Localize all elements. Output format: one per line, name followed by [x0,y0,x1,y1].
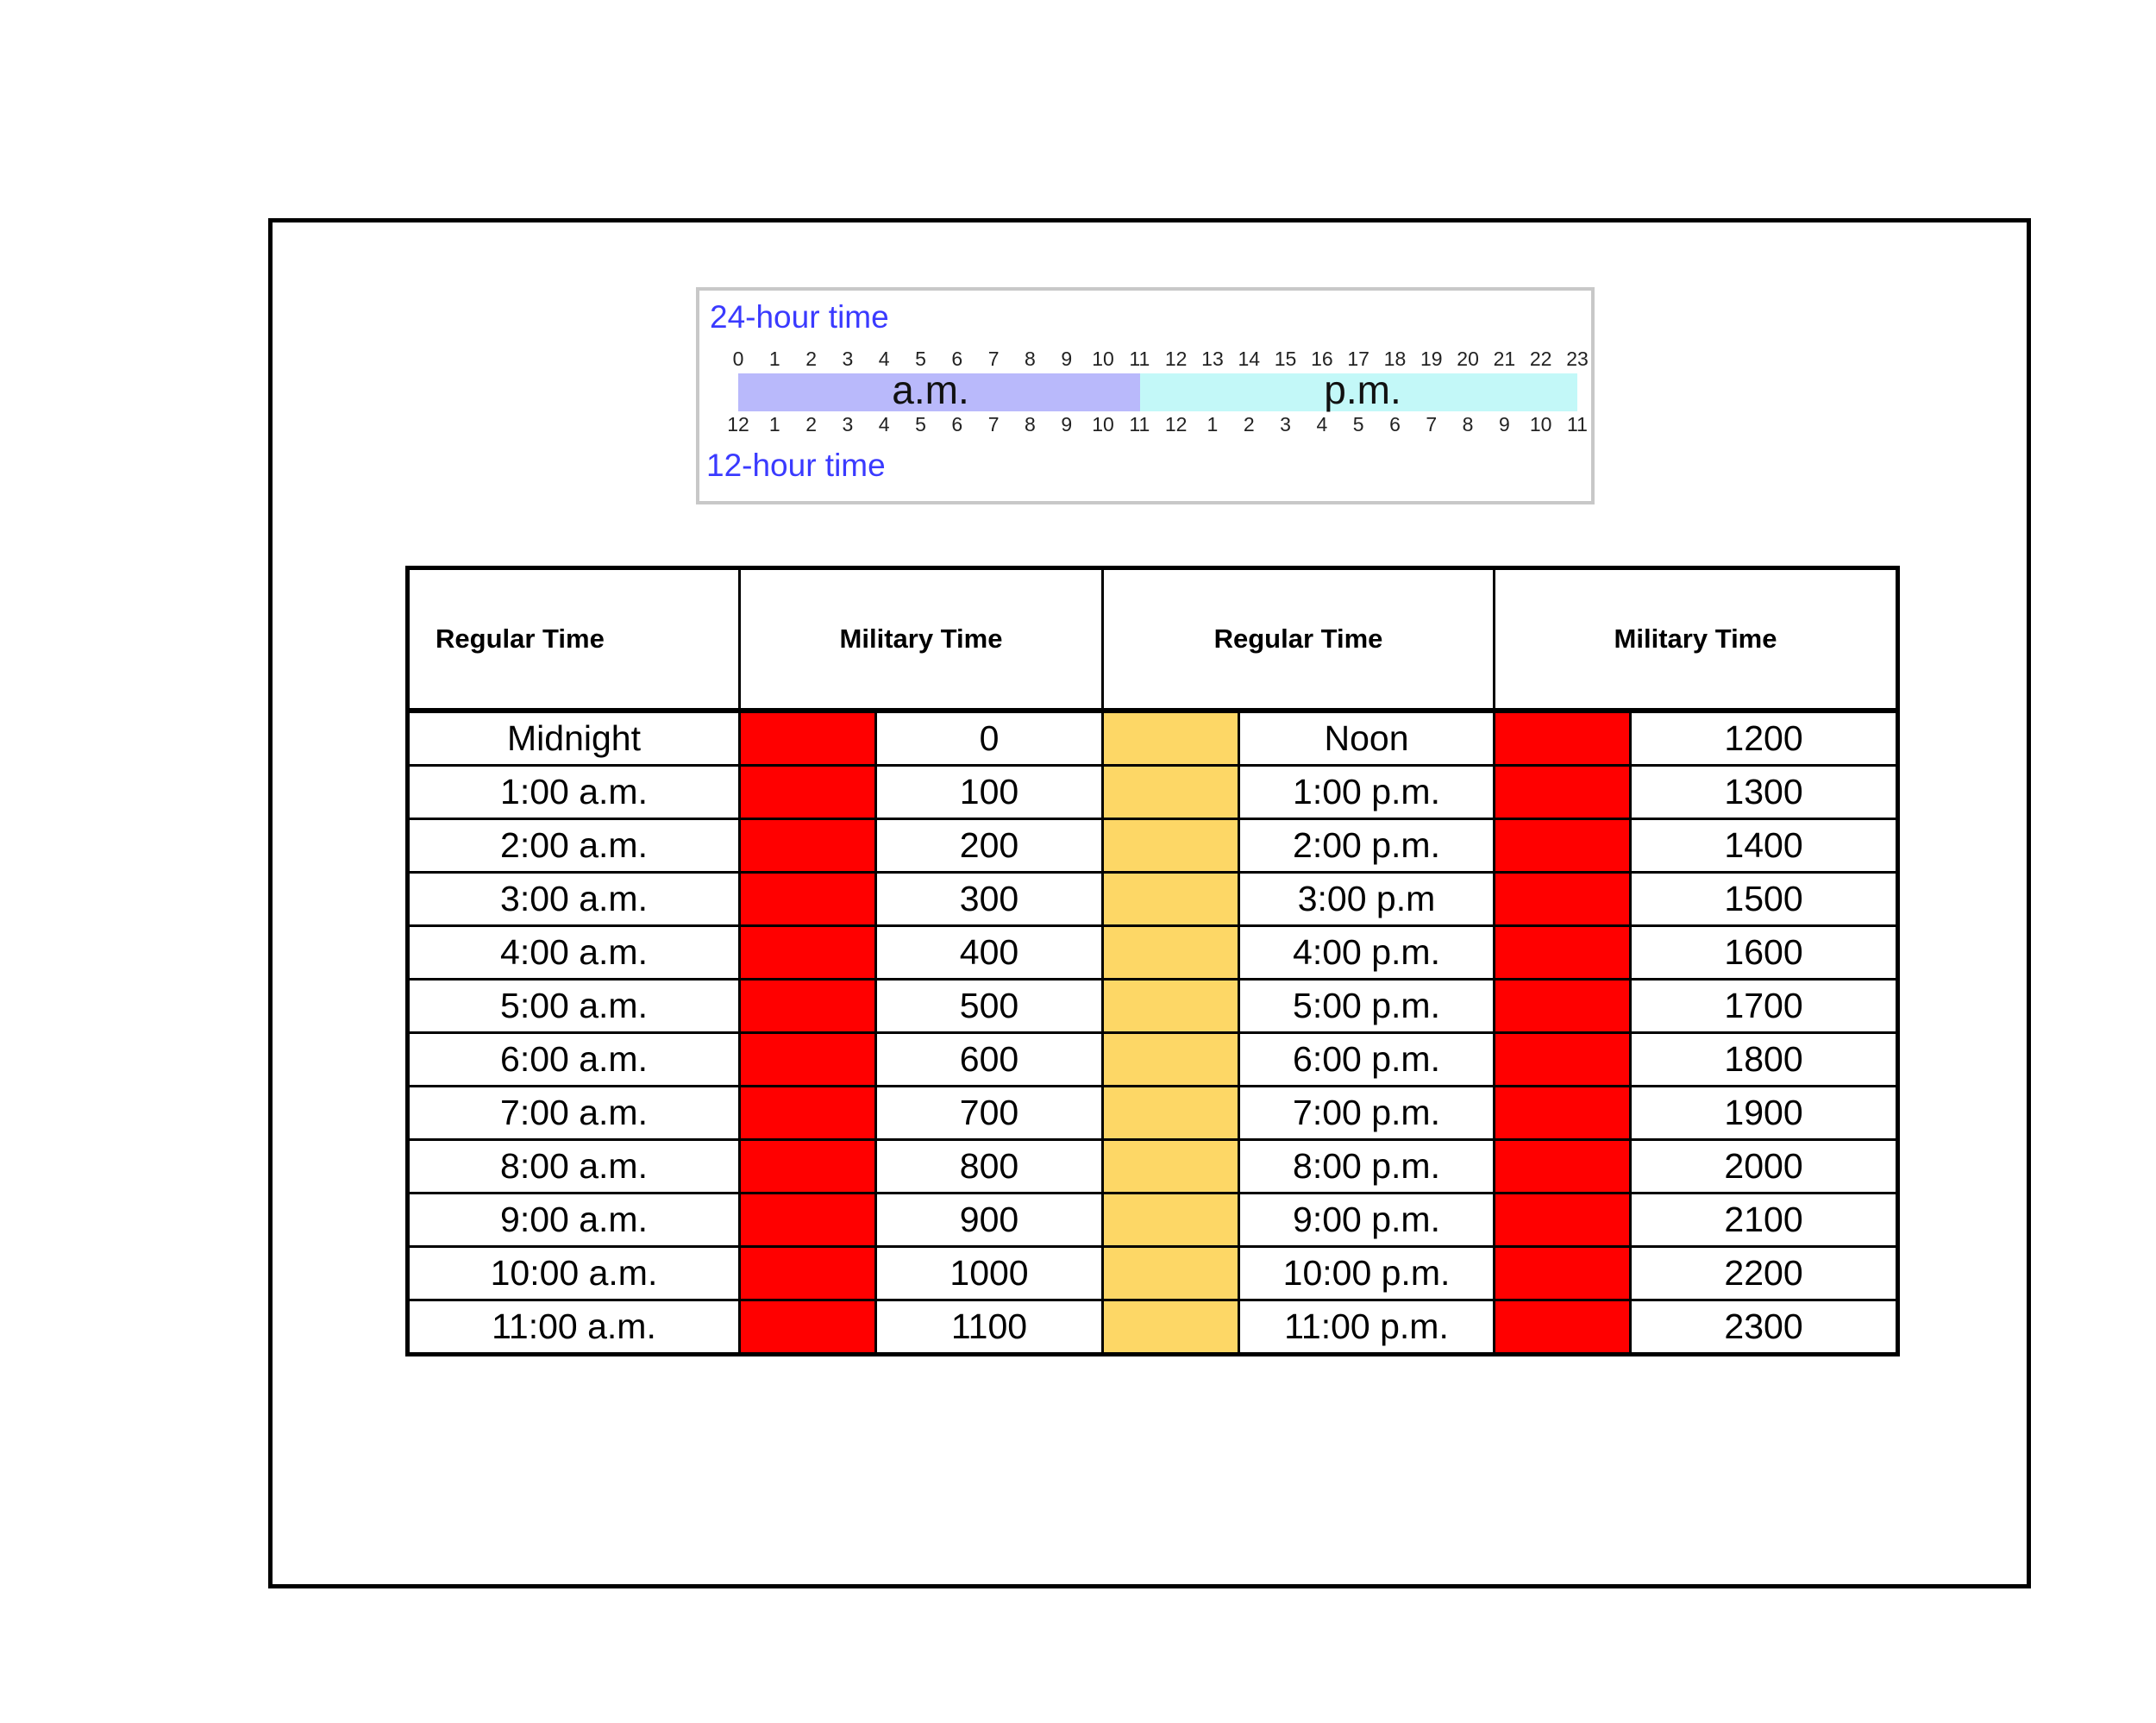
swatch-yellow-pm [1103,1300,1239,1355]
table-body [408,711,1898,1355]
cell-regular-am: 11:00 a.m. [408,1300,740,1355]
hour-12-tick-18: 6 [1389,413,1401,435]
hour-24-tick-3: 3 [842,348,854,370]
header-military-time-pm: Military Time [1495,568,1898,711]
table-row [408,1194,1898,1247]
swatch-red-am [740,926,876,980]
hour-24-tick-4: 4 [878,348,890,370]
hour-12-tick-23: 11 [1567,413,1588,435]
cell-regular-pm: 11:00 p.m. [1239,1300,1495,1355]
cell-military-am: 0 [876,711,1103,766]
table-row [408,1140,1898,1194]
hour-12-tick-4: 4 [878,413,890,435]
pm-label: p.m. [1324,367,1401,412]
cell-regular-am: 10:00 a.m. [408,1247,740,1300]
cell-military-pm: 1800 [1631,1033,1898,1087]
cell-military-pm: 2100 [1631,1194,1898,1247]
hour-12-tick-11: 11 [1129,413,1150,435]
swatch-red-am [740,1247,876,1300]
swatch-red-am [740,1033,876,1087]
swatch-red-am [740,711,876,766]
cell-regular-am: 1:00 a.m. [408,766,740,819]
swatch-yellow-pm [1103,1194,1239,1247]
cell-military-am: 500 [876,980,1103,1033]
hour-24-tick-21: 21 [1493,348,1516,370]
hour-24-tick-9: 9 [1061,348,1073,370]
cell-military-pm: 1200 [1631,711,1898,766]
cell-regular-am: 3:00 a.m. [408,873,740,926]
hour-24-tick-14: 14 [1238,348,1261,370]
cell-military-am: 600 [876,1033,1103,1087]
hour-12-tick-7: 7 [987,413,1000,435]
cell-regular-pm: 3:00 p.m [1239,873,1495,926]
am-pm-bar [738,367,1577,412]
table-row [408,766,1898,819]
hour-conversion-diagram [696,287,1595,504]
swatch-red-am [740,819,876,873]
hour-24-tick-13: 13 [1201,348,1224,370]
military-time-table [405,566,1900,1356]
swatch-red-am [740,1300,876,1355]
swatch-yellow-pm [1103,873,1239,926]
hour-24-tick-19: 19 [1420,348,1443,370]
swatch-red-pm [1495,766,1631,819]
swatch-red-pm [1495,1087,1631,1140]
header-regular-time-am: Regular Time [408,568,740,711]
swatch-red-pm [1495,1033,1631,1087]
table-row [408,1300,1898,1355]
swatch-red-pm [1495,819,1631,873]
pm-segment [1140,367,1577,412]
hour-12-tick-12: 12 [1164,413,1188,435]
cell-regular-am: 2:00 a.m. [408,819,740,873]
swatch-red-pm [1495,1194,1631,1247]
hour-24-tick-1: 1 [768,348,780,370]
hour-24-tick-8: 8 [1025,348,1036,370]
cell-military-am: 1100 [876,1300,1103,1355]
cell-regular-pm: 5:00 p.m. [1239,980,1495,1033]
swatch-red-am [740,980,876,1033]
cell-regular-pm: 6:00 p.m. [1239,1033,1495,1087]
swatch-red-pm [1495,1247,1631,1300]
cell-regular-pm: 4:00 p.m. [1239,926,1495,980]
swatch-red-pm [1495,926,1631,980]
swatch-yellow-pm [1103,1247,1239,1300]
swatch-yellow-pm [1103,980,1239,1033]
hour-12-tick-22: 10 [1529,413,1552,435]
cell-military-am: 400 [876,926,1103,980]
hour-12-tick-17: 5 [1352,413,1364,435]
swatch-red-am [740,766,876,819]
cell-military-pm: 2300 [1631,1300,1898,1355]
hour-12-tick-6: 6 [951,413,963,435]
hours-24-scale [732,348,1589,372]
hour-12-tick-1: 1 [768,413,780,435]
hour-12-tick-15: 3 [1280,413,1291,435]
cell-military-am: 700 [876,1087,1103,1140]
swatch-yellow-pm [1103,1140,1239,1194]
hour-12-tick-2: 2 [805,413,817,435]
cell-regular-am: Midnight [408,711,740,766]
swatch-red-pm [1495,711,1631,766]
hour-24-tick-5: 5 [915,348,926,370]
swatch-yellow-pm [1103,1087,1239,1140]
hour-12-tick-21: 9 [1498,413,1510,435]
cell-regular-am: 7:00 a.m. [408,1087,740,1140]
table-row [408,819,1898,873]
table-row [408,1247,1898,1300]
hour-24-tick-6: 6 [951,348,963,370]
cell-military-pm: 1900 [1631,1087,1898,1140]
header-regular-time-pm: Regular Time [1103,568,1495,711]
cell-regular-am: 5:00 a.m. [408,980,740,1033]
swatch-yellow-pm [1103,819,1239,873]
cell-regular-pm: 7:00 p.m. [1239,1087,1495,1140]
swatch-red-am [740,873,876,926]
cell-regular-am: 4:00 a.m. [408,926,740,980]
hour-24-tick-17: 17 [1347,348,1369,370]
swatch-red-pm [1495,1300,1631,1355]
hour-24-tick-23: 23 [1566,348,1589,370]
hour-24-tick-2: 2 [805,348,817,370]
hours-12-scale [727,413,1588,437]
hour-12-tick-9: 9 [1061,413,1073,435]
cell-military-am: 100 [876,766,1103,819]
cell-regular-am: 8:00 a.m. [408,1140,740,1194]
table-row [408,711,1898,766]
swatch-red-pm [1495,873,1631,926]
swatch-red-am [740,1140,876,1194]
swatch-yellow-pm [1103,1033,1239,1087]
cell-military-pm: 1600 [1631,926,1898,980]
hour-12-tick-5: 5 [915,413,926,435]
hour-24-tick-22: 22 [1529,348,1552,370]
hour-12-tick-16: 4 [1316,413,1328,435]
cell-military-pm: 2200 [1631,1247,1898,1300]
hour-24-tick-11: 11 [1129,348,1150,370]
cell-regular-am: 9:00 a.m. [408,1194,740,1247]
hour-12-tick-13: 1 [1206,413,1219,435]
swatch-red-pm [1495,1140,1631,1194]
hour-12-tick-10: 10 [1092,413,1114,435]
cell-regular-pm: 10:00 p.m. [1239,1247,1495,1300]
hour-12-tick-3: 3 [842,413,854,435]
cell-regular-am: 6:00 a.m. [408,1033,740,1087]
table-row [408,980,1898,1033]
hour-24-tick-15: 15 [1274,348,1297,370]
table-row [408,1033,1898,1087]
hour-12-tick-19: 7 [1426,413,1438,435]
cell-military-am: 1000 [876,1247,1103,1300]
swatch-yellow-pm [1103,926,1239,980]
label-12-hour-time: 12-hour time [706,448,886,483]
swatch-red-pm [1495,980,1631,1033]
cell-regular-pm: 1:00 p.m. [1239,766,1495,819]
hour-12-tick-0: 12 [727,413,749,435]
header-military-time-am: Military Time [740,568,1103,711]
cell-regular-pm: Noon [1239,711,1495,766]
hour-24-tick-10: 10 [1092,348,1114,370]
swatch-red-am [740,1087,876,1140]
hour-24-tick-7: 7 [987,348,1000,370]
hour-24-tick-12: 12 [1164,348,1188,370]
cell-regular-pm: 9:00 p.m. [1239,1194,1495,1247]
table-row [408,1087,1898,1140]
cell-military-am: 200 [876,819,1103,873]
cell-regular-pm: 8:00 p.m. [1239,1140,1495,1194]
hour-24-tick-20: 20 [1457,348,1479,370]
hour-24-tick-18: 18 [1383,348,1407,370]
hour-12-tick-14: 2 [1243,413,1255,435]
swatch-red-am [740,1194,876,1247]
label-24-hour-time: 24-hour time [710,299,889,335]
table-header-row [408,568,1898,711]
cell-military-pm: 1400 [1631,819,1898,873]
am-label: a.m. [892,367,969,412]
hour-24-tick-0: 0 [732,348,744,370]
swatch-yellow-pm [1103,711,1239,766]
cell-military-am: 300 [876,873,1103,926]
cell-regular-pm: 2:00 p.m. [1239,819,1495,873]
cell-military-pm: 1300 [1631,766,1898,819]
cell-military-pm: 1500 [1631,873,1898,926]
hour-12-tick-20: 8 [1462,413,1474,435]
cell-military-pm: 1700 [1631,980,1898,1033]
am-segment [738,367,1140,412]
cell-military-am: 800 [876,1140,1103,1194]
table-row [408,926,1898,980]
cell-military-pm: 2000 [1631,1140,1898,1194]
hour-12-tick-8: 8 [1025,413,1036,435]
hour-24-tick-16: 16 [1311,348,1333,370]
table-row [408,873,1898,926]
cell-military-am: 900 [876,1194,1103,1247]
swatch-yellow-pm [1103,766,1239,819]
